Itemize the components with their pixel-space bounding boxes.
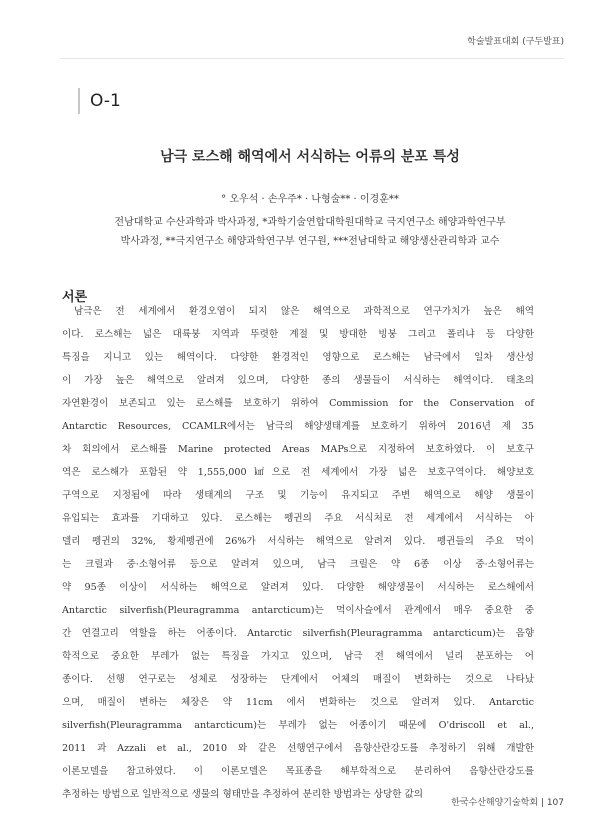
body-line: 종이다. 선행 연구로는 성체로 성장하는 단계에서 어체의 매질이 변화하는 것으로 나타났	[62, 674, 534, 685]
affiliation-block	[60, 213, 560, 251]
body-line: 간 연결고리 역할을 하는 어종이다. Antarctic silverfish(Pleuragramma antarcticum)는 음향	[62, 628, 534, 639]
affiliation-line: 전남대학교 수산과학과 박사과정, *과학기술연합대학원대학교 극지연구소 해양과학연구부	[114, 217, 506, 228]
affiliation-line: 박사과정, **극지연구소 해양과학연구부 연구원, ***전남대학교 해양생산관리학과 교수	[120, 236, 500, 247]
body-line: 구역으로 지정됨에 따라 생태계의 구조 및 기능이 유지되고 주변 해역으로 해양 생물이	[62, 490, 534, 501]
body-paragraph	[62, 300, 534, 806]
header-divider	[60, 58, 564, 59]
body-line: 2011 과 Azzali et al., 2010 와 같은 선행연구에서 음향산란강도를 추정하기 위해 개발한	[62, 743, 534, 754]
body-line: 역은 로스해가 포함된 약 1,555,000㎢으로 전 세계에서 가장 넓은 보호구역이다. 해양보호	[62, 467, 534, 478]
body-line: silverfish(Pleuragramma antarcticum)는 부레가 없는 어종이기 때문에 O'driscoll et al.,	[62, 720, 534, 731]
body-line: 이 가장 높은 해역으로 알려져 있으며, 다양한 종의 생물들이 서식하는 해역이다. 태초의	[62, 375, 534, 386]
body-line: 특징을 지니고 있는 해역이다. 다양한 환경적인 영향으로 로스해는 남극에서 일차 생산성	[62, 352, 534, 363]
author-list: ° 오우석 · 손우주* · 나형술** · 이경훈**	[221, 194, 399, 205]
body-line: 는 크릴과 중·소형어류 등으로 알려져 있으며, 남극 크릴은 약 6종 이상 중·소형어류는	[62, 559, 534, 570]
page-footer: 한국수산해양기술학회 | 107	[451, 798, 564, 808]
body-line: 으며, 매질이 변하는 체장은 약 11cm 에서 변화하는 것으로 알려져 있다. Antarctic	[62, 697, 534, 708]
paper-title: 남극 로스해 해역에서 서식하는 어류의 분포 특성	[160, 149, 460, 165]
section-heading: 서론	[62, 290, 88, 305]
body-line: 남극은 전 세계에서 환경오염이 되지 않은 해역으로 과학적으로 연구가치가 높은 해역	[74, 306, 535, 317]
body-line: 이다. 로스해는 넓은 대륙붕 지역과 뚜렷한 계절 및 방대한 빙붕 그리고 폴리냐 등 다양한	[62, 329, 534, 340]
presentation-code: O-1	[78, 88, 140, 114]
body-line: 추정하는 방법으로 일반적으로 생물의 형태만을 추정하여 분리한 방법과는 상당한 값의	[62, 789, 424, 800]
page-header: 학술발표대회 (구두발표)	[467, 37, 564, 47]
body-line: 이론모델을 참고하였다. 이 이론모델은 목표종을 해부학적으로 분리하여 음향산란강도를	[62, 766, 534, 777]
body-line: 자연환경이 보존되고 있는 로스해를 보호하기 위하여 Commission for the Conservation of	[62, 398, 534, 409]
body-line: 차 회의에서 로스해를 Marine protected Areas MAPs으로 지정하여 보호하였다. 이 보호구	[62, 444, 534, 455]
body-line: Antarctic Resources, CCAMLR에서는 남극의 해양생태계를 보호하기 위하여 2016년 제 35	[62, 421, 534, 432]
body-line: 학적으로 중요한 부레가 없는 특징을 가지고 있으며, 남극 전 해역에서 널리 분포하는 어	[62, 651, 534, 662]
body-line: 약 95종 이상이 서식하는 해역으로 알려져 있다. 다양한 해양생물이 서식하는 로스해에서	[62, 582, 534, 593]
body-line: 델리 펭귄의 32%, 황제펭귄에 26%가 서식하는 해역으로 알려져 있다. 펭귄들의 주요 먹이	[62, 536, 534, 547]
body-line: 유입되는 효과를 기대하고 있다. 로스해는 펭귄의 주요 서식처로 전 세계에서 서식하는 아	[62, 513, 534, 524]
body-line: Antarctic silverfish(Pleuragramma antarcticum)는 먹이사슬에서 관계에서 매우 중요한 중	[62, 605, 534, 616]
